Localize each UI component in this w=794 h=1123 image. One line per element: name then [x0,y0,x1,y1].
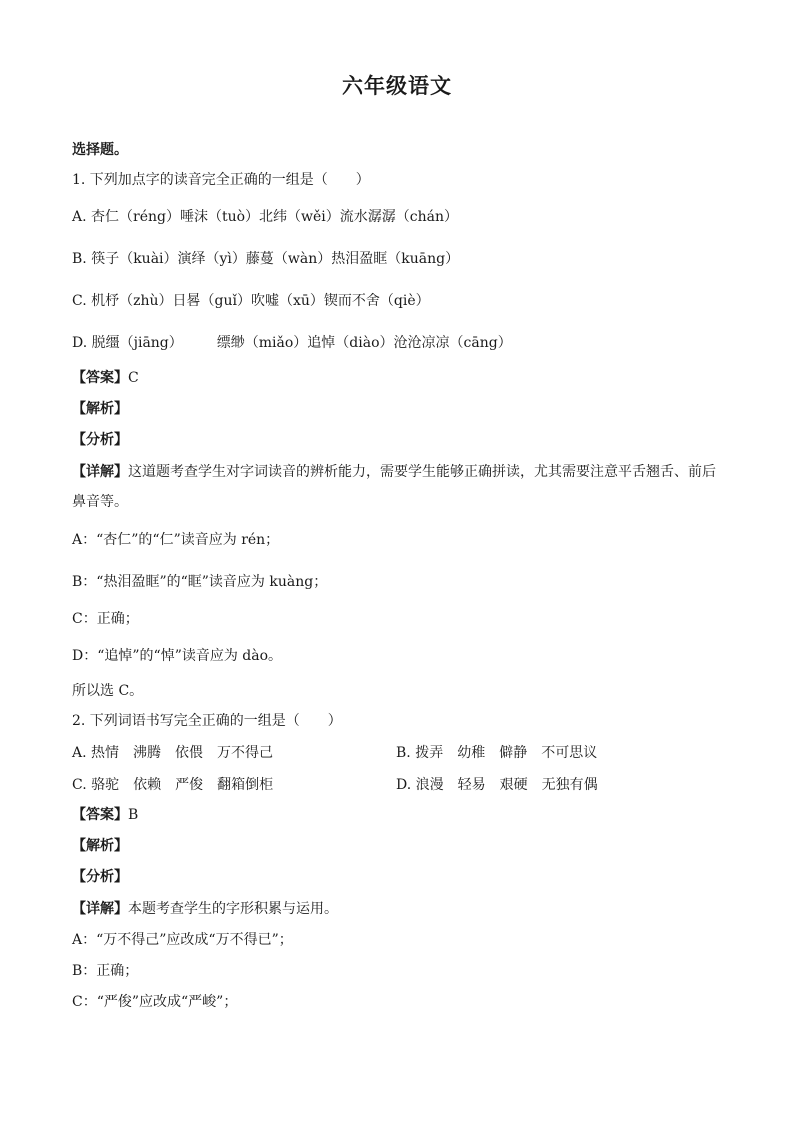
answer-value: B [128,807,139,823]
detail-text: 本题考查学生的字形积累与运用。 [128,901,338,917]
question-1-option-a: A. 杏仁（réng）唾沫（tuò）北纬（wěi）流水潺潺（chán） [72,209,459,225]
question-2-option-b: B. 拨弄 幼稚 僻静 不可思议 [396,745,598,761]
answer-tag: 【答案】 [72,807,128,823]
detail-tag: 【详解】 [72,901,128,917]
question-2-explanation-a: A：“万不得己”应改成“万不得已”； [72,932,293,948]
question-2-option-c: C. 骆驼 依赖 严俊 翻箱倒柜 [72,777,274,793]
question-2-explanation-c: C：“严俊”应改成“严峻”； [72,994,238,1010]
question-1-explanation-d: D：“追悼”的“悼”读音应为 dào。 [72,648,283,664]
question-1-fenxi-tag: 【分析】 [72,432,128,448]
page-title: 六年级语文 [342,73,452,98]
answer-value: C [128,370,139,386]
question-1-stem: 1. 下列加点字的读音完全正确的一组是（ ） [72,172,370,188]
detail-tag: 【详解】 [72,464,128,480]
question-2-stem: 2. 下列词语书写完全正确的一组是（ ） [72,713,342,729]
question-1-explanation-c: C：正确； [72,611,139,627]
question-1-answer [72,368,139,388]
question-1-conclusion: 所以选 C。 [72,683,144,699]
question-2-option-d: D. 浪漫 轻易 艰硬 无独有偶 [396,777,598,793]
question-1-option-c: C. 机杼（zhù）日晷（guǐ）吹嘘（xū）锲而不舍（qiè） [72,293,430,309]
question-2-explanation-b: B：正确； [72,963,139,979]
question-1-analysis-tag: 【解析】 [72,401,128,417]
section-heading: 选择题。 [72,142,128,158]
question-1-explanation-b: B：“热泪盈眶”的“眶”读音应为 kuàng； [72,574,328,590]
question-1-explanation-a: A：“杏仁”的“仁”读音应为 rén； [72,532,280,548]
question-2-answer [72,805,138,825]
question-2-fenxi-tag: 【分析】 [72,869,128,885]
question-2-option-a: A. 热情 沸腾 依偎 万不得己 [72,745,274,761]
answer-tag: 【答案】 [72,370,128,386]
question-1-option-d-part1: D. 脱缰（jiāng） [72,335,183,351]
question-1-detail [72,457,724,517]
detail-text: 这道题考查学生对字词读音的辨析能力，需要学生能够正确拼读，尤其需要注意平舌翘舌、前后鼻音等。 [72,464,716,510]
question-1-option-b: B. 筷子（kuài）演绎（yì）藤蔓（wàn）热泪盈眶（kuāng） [72,251,460,267]
question-1-option-d-part2: 缥缈（miǎo）追悼（diào）沧沧凉凉（cāng） [216,335,512,351]
question-2-analysis-tag: 【解析】 [72,838,128,854]
question-1-option-d [72,333,512,353]
question-2-detail [72,899,338,919]
